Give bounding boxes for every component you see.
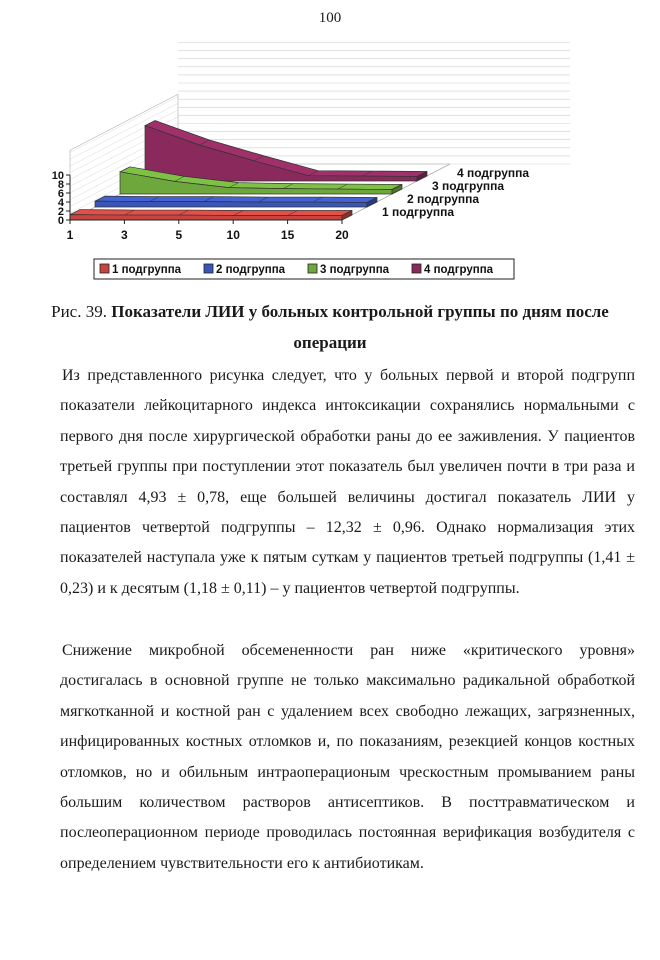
x-tick-label: 3 (121, 228, 128, 242)
series-area (70, 215, 342, 220)
legend-swatch (412, 264, 421, 273)
caption-title: Показатели ЛИИ у больных контрольной группы по дням после операции (111, 302, 609, 352)
figure-caption (30, 296, 630, 358)
legend-label: 2 подгруппа (216, 264, 286, 276)
y-tick-label: 4 (57, 197, 64, 209)
legend-swatch (308, 264, 317, 273)
paragraph-text: Из представленного рисунка следует, что у больных первой и второй подгрупп показатели лейкоцитарного индекса интоксикации сохранялись нормальными с первого дня после хирургической обработки раны до ее заживления. У пациентов третьей группы при поступлении этот показатель был увеличен почти в три раза и составлял 4,93 ± 0,78, еще большей величины достигал показатель ЛИИ у пациентов четвертой подгруппы – 12,32 ± 0,96. Однако нормализация этих показателей наступала уже к пятым суткам у пациентов третьей подгруппы (1,41 ± 0,23) и к десятым (1,18 ± 0,11) – у пациентов четвертой подгруппы. (60, 367, 635, 597)
y-tick-label: 8 (57, 179, 64, 191)
x-tick-label: 15 (280, 228, 295, 242)
y-tick-label: 10 (51, 170, 64, 182)
caption-prefix: Рис. 39. (51, 302, 112, 321)
x-tick-label: 20 (335, 228, 349, 242)
legend-label: 1 подгруппа (112, 264, 182, 276)
series-area (95, 201, 367, 207)
y-tick-label: 0 (57, 215, 64, 227)
page-number: 100 (318, 10, 342, 26)
x-tick-label: 5 (175, 228, 183, 242)
y-tick-label: 6 (57, 188, 64, 200)
legend-label: 3 подгруппа (320, 264, 390, 276)
paragraph-text: Снижение микробной обсемененности ран ниже «критического уровня» достигалась в основной группе не только максимально радикальной обработкой мягкотканной и костной ран с удалением всех свободно лежащих, загрязненных, инфицированных костных отломков и, по показаниям, резекцией концов костных отломков, но и обильным интраоперационым чрескостным промыванием раны большим количеством растворов антисептиков. В посттравматическом и послеоперационном периоде проводилась постоянная верификация возбудителя с определением чувствительности его к антибиотикам. (60, 642, 635, 872)
y-tick-label: 2 (57, 206, 64, 218)
chart (0, 0, 660, 290)
series-depth-label: 4 подгруппа (457, 166, 530, 180)
series-depth-label: 1 подгруппа (382, 205, 455, 219)
legend-swatch (204, 264, 213, 273)
legend-swatch (100, 264, 109, 273)
x-tick-label: 10 (226, 228, 240, 242)
series-depth-label: 3 подгруппа (432, 179, 505, 193)
legend-label: 4 подгруппа (424, 264, 494, 276)
x-tick-label: 1 (66, 228, 74, 242)
paragraph-2 (60, 636, 635, 879)
series-depth-label: 2 подгруппа (407, 192, 480, 206)
paragraph-1 (60, 361, 635, 604)
